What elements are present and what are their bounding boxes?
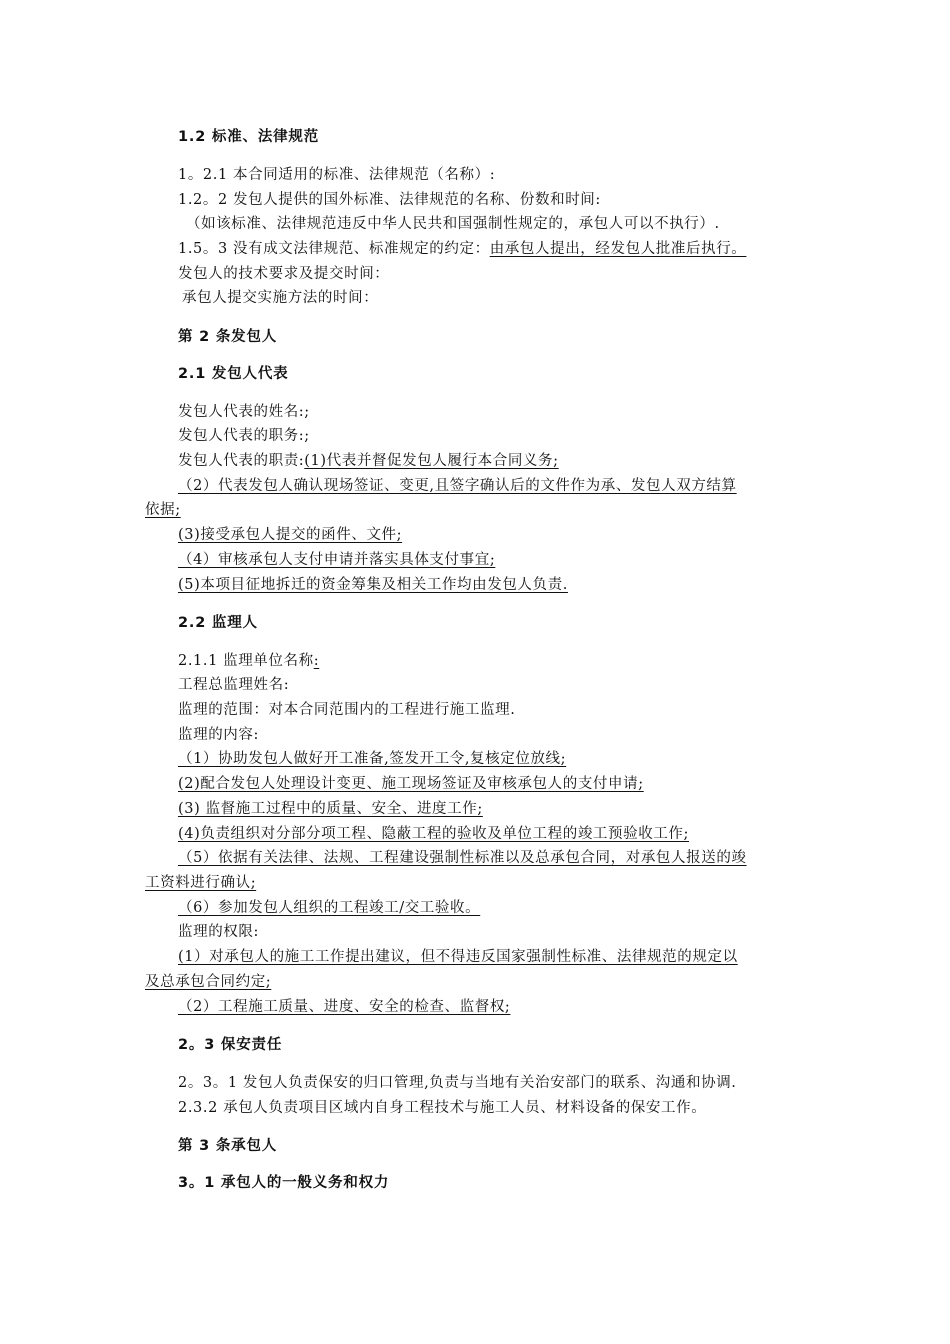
article-3-heading: 第 3 条承包人 bbox=[178, 1138, 278, 1154]
clause-1-2-2: 1.2。2 发包人提供的国外标准、法律规范的名称、份数和时间: bbox=[178, 192, 601, 208]
supervision-item-5: （5）依据有关法律、法规、工程建设强制性标准以及总承包合同，对承包人报送的竣 bbox=[178, 850, 747, 866]
section-2-2-heading: 2.2 监理人 bbox=[178, 615, 258, 631]
chief-supervisor-line: 工程总监理姓名: bbox=[178, 677, 290, 693]
supervision-item-1: （1）协助发包人做好开工准备,签发开工令,复核定位放线; bbox=[178, 751, 567, 767]
tech-requirements-line: 发包人的技术要求及提交时间： bbox=[178, 266, 390, 282]
rep-duties-label: 发包人代表的职责: bbox=[178, 453, 305, 469]
clause-1-5-3-label: 1.5。3 没有成文法律规范、标准规定的约定： bbox=[178, 241, 490, 257]
rep-duty-2-cont: 依据; bbox=[145, 502, 181, 518]
supervision-item-2: (2)配合发包人处理设计变更、施工现场签证及审核承包人的支付申请; bbox=[178, 776, 644, 792]
supervision-right-1: (1）对承包人的施工工作提出建议，但不得违反国家强制性标准、法律规范的规定以 bbox=[178, 949, 738, 965]
clause-2-3-1: 2。3。1 发包人负责保安的归口管理,负责与当地有关治安部门的联系、沟通和协调. bbox=[178, 1075, 737, 1091]
rep-duty-1: (1)代表并督促发包人履行本合同义务; bbox=[304, 453, 559, 469]
rep-duty-5: (5)本项目征地拆迁的资金筹集及相关工作均由发包人负责. bbox=[178, 577, 568, 593]
supervision-item-4: (4)负责组织对分部分项工程、隐蔽工程的验收及单位工程的竣工预验收工作; bbox=[178, 826, 690, 842]
clause-1-2-2-note: （如该标准、法律规范违反中华人民共和国强制性规定的，承包人可以不执行）. bbox=[186, 216, 720, 232]
supervision-item-6: （6）参加发包人组织的工程竣工/交工验收。 bbox=[178, 900, 481, 916]
supervisor-unit-value: : bbox=[313, 653, 320, 669]
rep-duty-2: （2）代表发包人确认现场签证、变更,且签字确认后的文件作为承、发包人双方结算 bbox=[178, 478, 737, 494]
supervision-item-3: (3) 监督施工过程中的质量、安全、进度工作; bbox=[178, 801, 483, 817]
rep-name-line: 发包人代表的姓名:; bbox=[178, 404, 310, 420]
rep-duties-line bbox=[178, 451, 559, 471]
clause-2-3-2: 2.3.2 承包人负责项目区域内自身工程技术与施工人员、材料设备的保安工作。 bbox=[178, 1100, 707, 1116]
clause-1-5-3-value: 由承包人提出，经发包人批准后执行。 bbox=[489, 241, 747, 257]
section-2-3-heading: 2。3 保安责任 bbox=[178, 1037, 283, 1053]
article-2-heading: 第 2 条发包人 bbox=[178, 329, 278, 345]
method-submission-line: 承包人提交实施方法的时间： bbox=[182, 290, 379, 306]
supervision-scope-line: 监理的范围：对本合同范围内的工程进行施工监理. bbox=[178, 702, 516, 718]
section-1-2-heading: 1.2 标准、法律规范 bbox=[178, 129, 320, 145]
supervisor-unit-label: 2.1.1 监理单位名称 bbox=[178, 653, 314, 669]
rep-post-line: 发包人代表的职务:; bbox=[178, 428, 310, 444]
supervision-item-5-cont: 工资料进行确认; bbox=[145, 875, 257, 891]
rep-duty-4: （4）审核承包人支付申请并落实具体支付事宜; bbox=[178, 552, 496, 568]
supervision-right-1-cont: 及总承包合同约定; bbox=[145, 974, 272, 990]
clause-1-2-1: 1。2.1 本合同适用的标准、法律规范（名称）: bbox=[178, 167, 496, 183]
clause-1-5-3 bbox=[178, 239, 746, 259]
section-2-1-heading: 2.1 发包人代表 bbox=[178, 366, 289, 382]
supervision-right-2: （2）工程施工质量、进度、安全的检查、监督权; bbox=[178, 999, 511, 1015]
supervision-rights-label: 监理的权限: bbox=[178, 924, 259, 940]
rep-duty-3: (3)接受承包人提交的函件、文件; bbox=[178, 527, 403, 543]
supervision-content-label: 监理的内容: bbox=[178, 727, 259, 743]
section-3-1-heading: 3。1 承包人的一般义务和权力 bbox=[178, 1175, 390, 1191]
supervisor-unit-line bbox=[178, 651, 319, 671]
